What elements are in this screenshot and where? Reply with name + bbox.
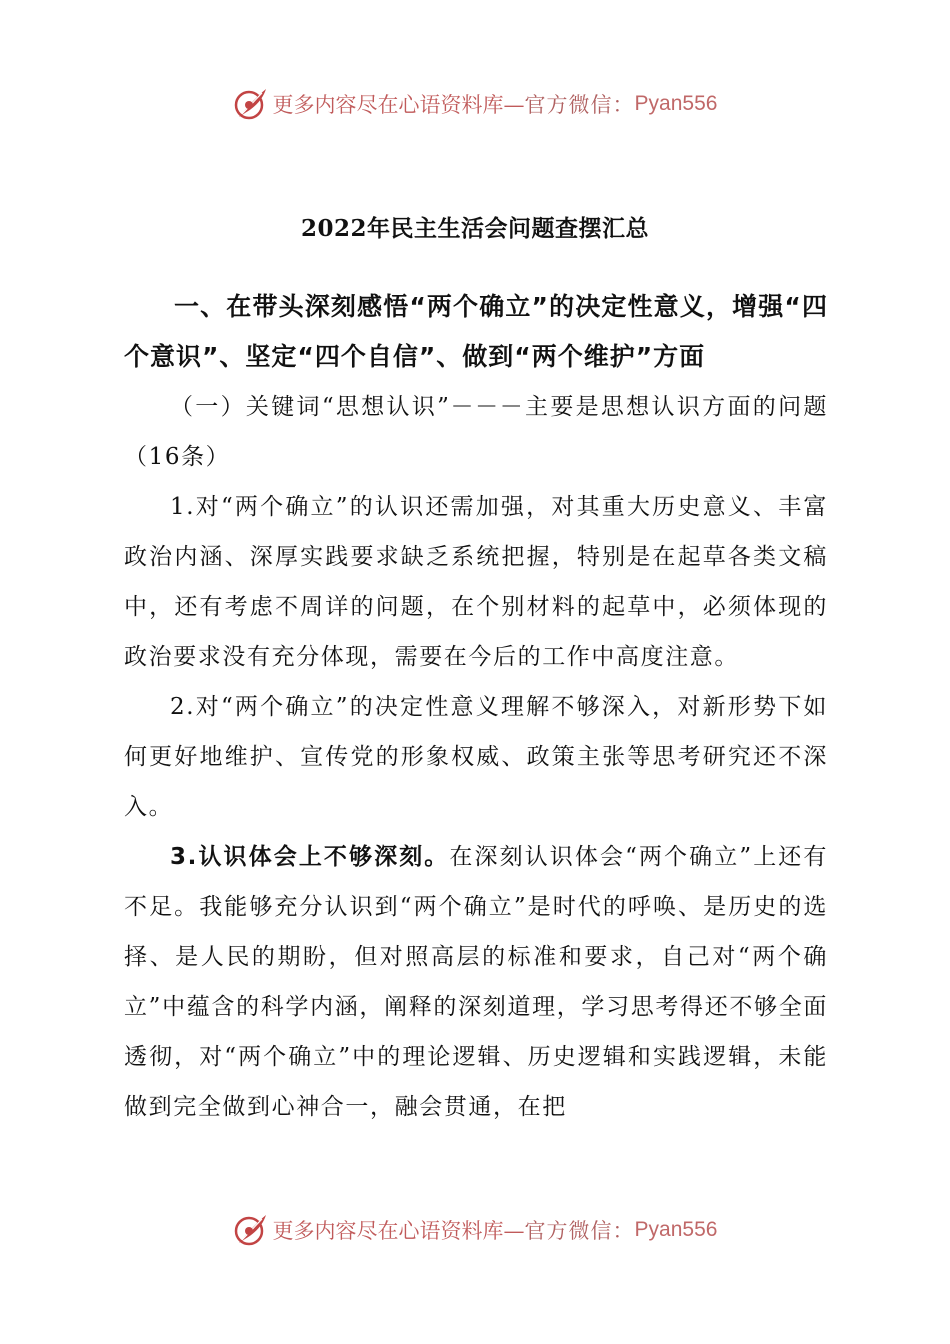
- watermark-wechat-id: Pyan556: [634, 92, 718, 115]
- item-3: [124, 832, 828, 1132]
- quill-logo-icon: [233, 86, 269, 122]
- quill-logo-icon: [233, 1212, 269, 1248]
- item-2: 2.对“两个确立”的决定性意义理解不够深入，对新形势下如何更好地维护、宣传党的形象权威、政策主张等思考研究还不深入。: [124, 694, 828, 820]
- watermark-text: 更多内容尽在心语资料库—: [272, 1219, 525, 1243]
- watermark-wechat-label: 官方微信：: [524, 1219, 635, 1243]
- subsection-heading: （一）关键词“思想认识”－－－主要是思想认识方面的问题（16条）: [124, 394, 828, 470]
- document-body: [124, 282, 828, 1132]
- watermark-banner-bottom: [0, 1206, 950, 1254]
- section-heading: 一、在带头深刻感悟“两个确立”的决定性意义，增强“四个意识”、坚定“四个自信”、做到“两个维护”方面: [124, 292, 828, 371]
- watermark-wechat-label: 官方微信：: [524, 93, 635, 117]
- watermark-wechat-id: Pyan556: [634, 1218, 718, 1241]
- document-title: 2022年民主生活会问题查摆汇总: [300, 215, 649, 242]
- watermark-text: 更多内容尽在心语资料库—: [272, 93, 525, 117]
- item-3-body: 在深刻认识体会“两个确立”上还有不足。我能够充分认识到“两个确立”是时代的呼唤、是历史的选择、是人民的期盼，但对照高层的标准和要求，自己对“两个确立”中蕴含的科学内涵，阐释的深刻道理，学习思考得还不够全面透彻，对“两个确立”中的理论逻辑、历史逻辑和实践逻辑，未能做到完全做到心神合一，融会贯通，在把: [124, 844, 828, 1120]
- watermark-banner-top: [0, 80, 950, 128]
- item-1: 1.对“两个确立”的认识还需加强，对其重大历史意义、丰富政治内涵、深厚实践要求缺乏系统把握，特别是在起草各类文稿中，还有考虑不周详的问题，在个别材料的起草中，必须体现的政治要求没有充分体现，需要在今后的工作中高度注意。: [124, 494, 828, 670]
- item-3-lead: 3.认识体会上不够深刻。: [170, 844, 450, 870]
